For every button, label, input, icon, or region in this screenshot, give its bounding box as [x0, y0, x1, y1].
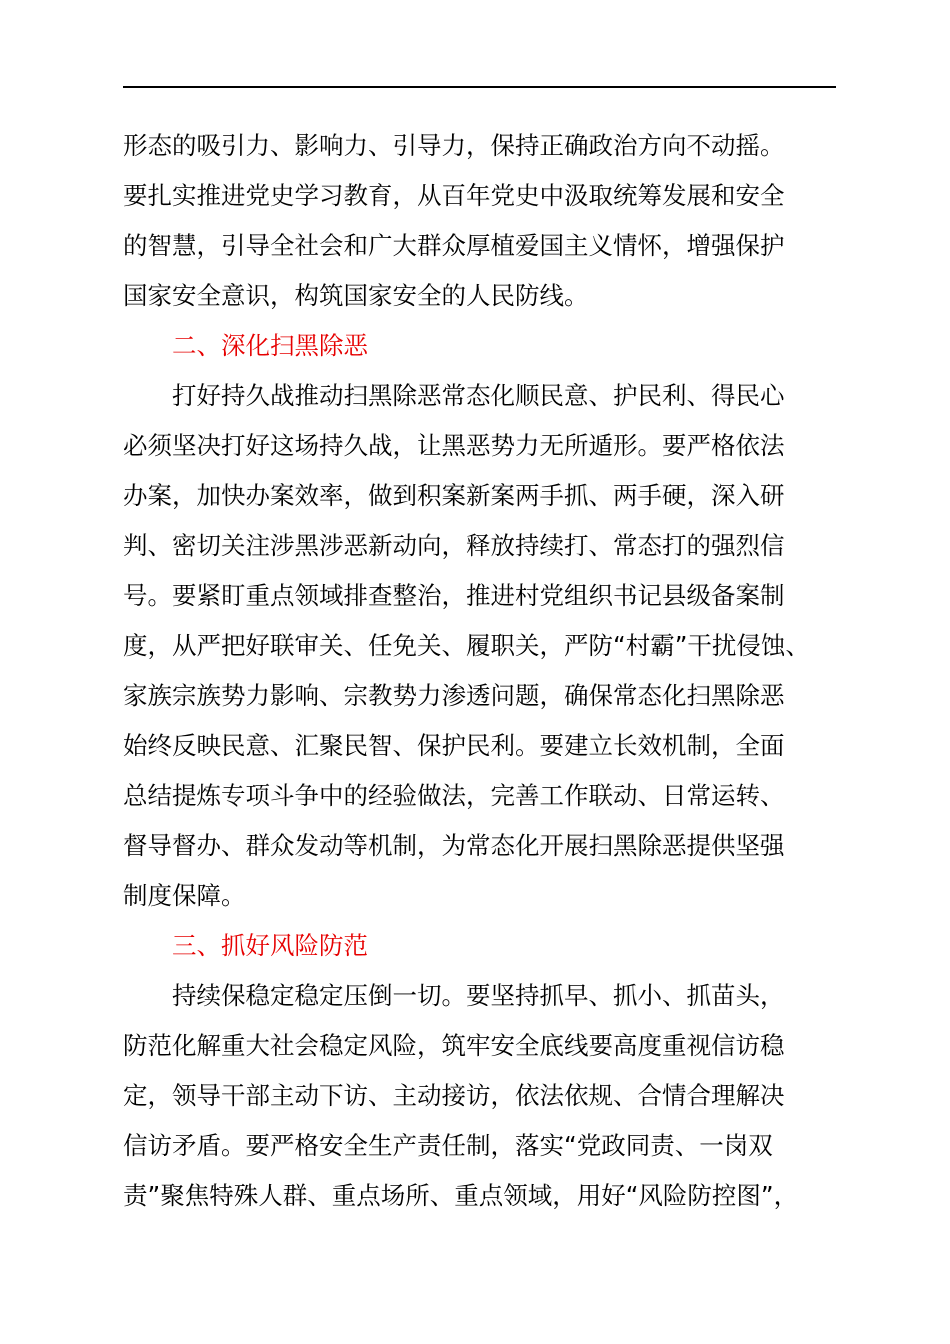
- text-line: 的智慧，引导全社会和广大群众厚植爱国主义情怀，增强保护: [123, 231, 785, 260]
- text-line: 号。要紧盯重点领域排查整治，推进村党组织书记县级备案制: [123, 581, 785, 610]
- header-rule: [123, 86, 836, 88]
- text-line: 信访矛盾。要严格安全生产责任制，落实“党政同责、一岗双: [123, 1131, 773, 1160]
- text-line: 定，领导干部主动下访、主动接访，依法依规、合情合理解决: [123, 1081, 785, 1110]
- text-line: 总结提炼专项斗争中的经验做法，完善工作联动、日常运转、: [123, 781, 785, 810]
- document-body: [123, 121, 843, 1221]
- text-line: 防范化解重大社会稳定风险，筑牢安全底线要高度重视信访稳: [123, 1031, 785, 1060]
- text-line: 国家安全意识，构筑国家安全的人民防线。: [123, 281, 589, 310]
- text-line: 必须坚决打好这场持久战，让黑恶势力无所遁形。要严格依法: [123, 431, 785, 460]
- text-line: 制度保障。: [123, 881, 246, 910]
- text-line: 形态的吸引力、影响力、引导力，保持正确政治方向不动摇。: [123, 131, 785, 160]
- text-line: 判、密切关注涉黑涉恶新动向，释放持续打、常态打的强烈信: [123, 531, 785, 560]
- text-line: 家族宗族势力影响、宗教势力渗透问题，确保常态化扫黑除恶: [123, 681, 785, 710]
- text-line: 度，从严把好联审关、任免关、履职关，严防“村霸”干扰侵蚀、: [123, 631, 810, 660]
- text-line: 责”聚焦特殊人群、重点场所、重点领域，用好“风险防控图”，: [123, 1181, 799, 1210]
- text-line: 打好持久战推动扫黑除恶常态化顺民意、护民利、得民心: [172, 381, 785, 410]
- section-heading: 二、深化扫黑除恶: [172, 331, 368, 360]
- text-line: 办案，加快办案效率，做到积案新案两手抓、两手硬，深入研: [123, 481, 785, 510]
- text-line: 督导督办、群众发动等机制，为常态化开展扫黑除恶提供坚强: [123, 831, 785, 860]
- text-line: 始终反映民意、汇聚民智、保护民利。要建立长效机制，全面: [123, 731, 785, 760]
- text-line: 持续保稳定稳定压倒一切。要坚持抓早、抓小、抓苗头，: [172, 981, 785, 1010]
- section-heading: 三、抓好风险防范: [172, 931, 368, 960]
- text-line: 要扎实推进党史学习教育，从百年党史中汲取统筹发展和安全: [123, 181, 785, 210]
